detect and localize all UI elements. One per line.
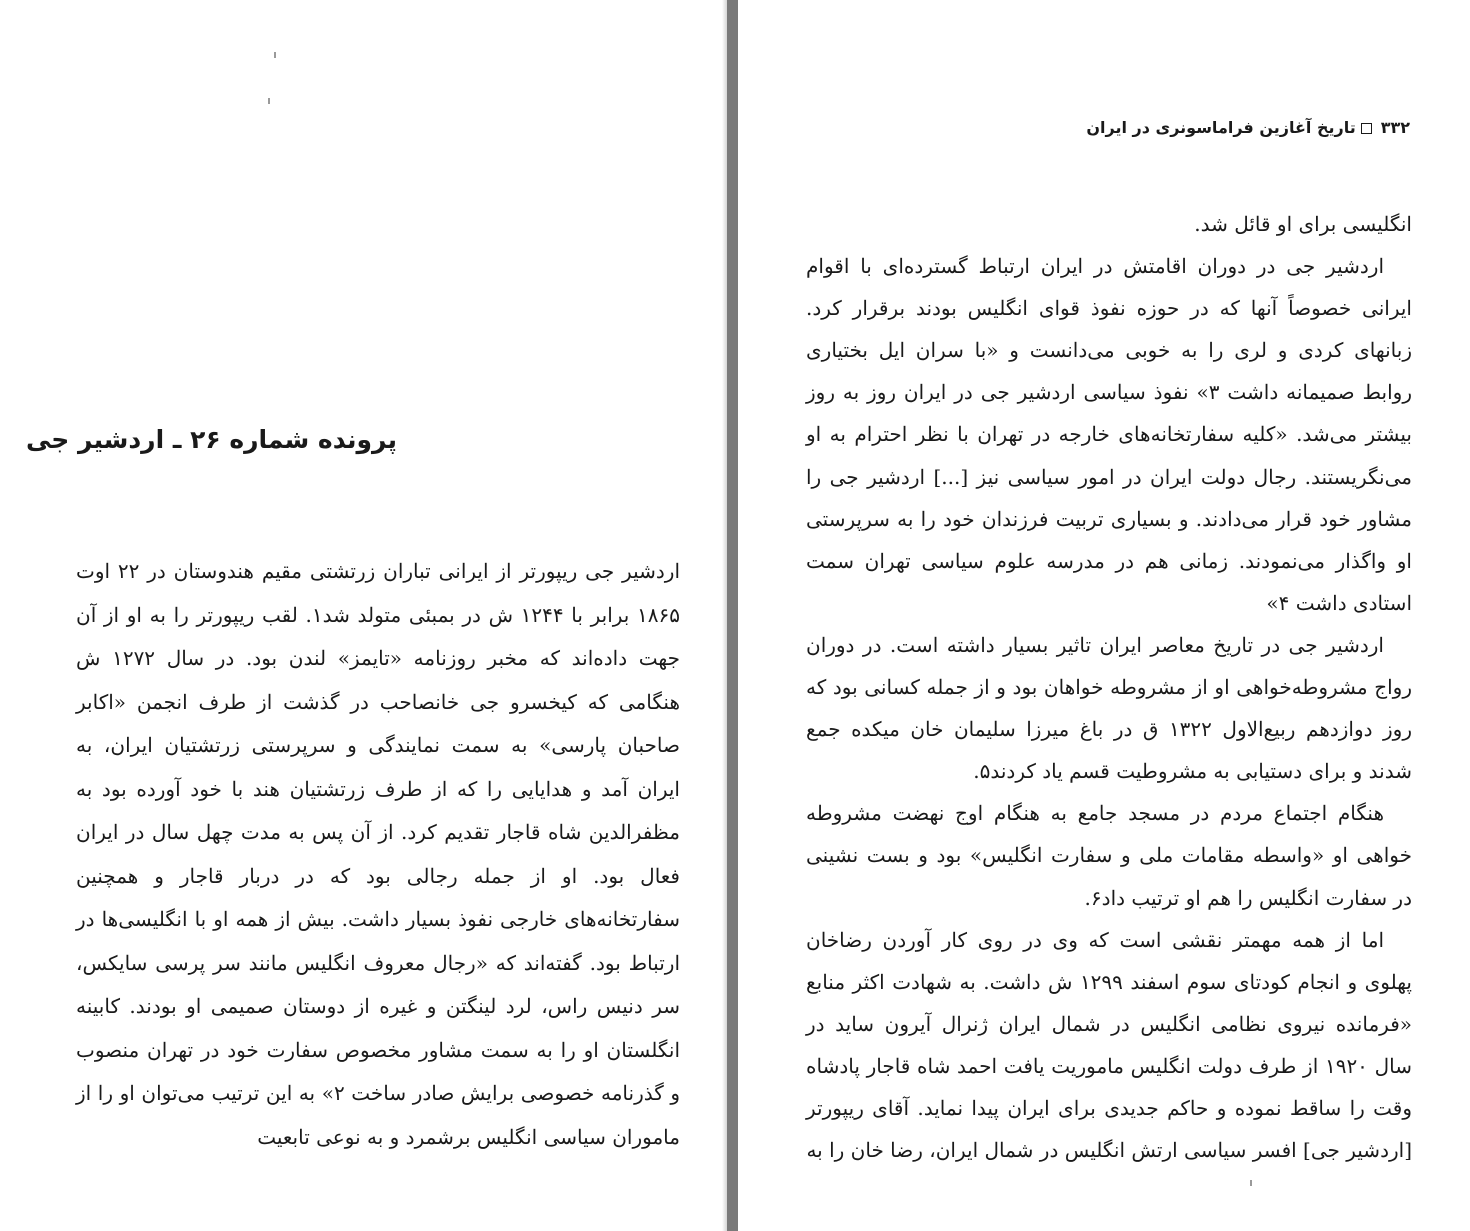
- book-gutter: [727, 0, 738, 1231]
- square-bullet-icon: [1361, 123, 1372, 134]
- right-page: [738, 0, 1470, 1231]
- book-title: تاریخ آغازین فراماسونری در ایران: [1086, 118, 1356, 137]
- right-paragraph-1: انگلیسی برای او قائل شد.: [1194, 212, 1412, 236]
- scan-speck: [268, 98, 270, 104]
- scan-speck: [1250, 1180, 1252, 1186]
- chapter-title: پرونده شماره ۲۶ ـ اردشیر جی: [26, 425, 397, 454]
- right-paragraph-3: اردشیر جی در تاریخ معاصر ایران تاثیر بسیار داشته است. در دوران رواج مشروطه‌خواهی او از مشروطه خواهان بود و از جمله کسانی بود که روز دوازدهم ربیع‌الاول ۱۳۲۲ ق در باغ میرزا سلیمان خان میکده جمع شدند و برای دستیابی به مشروطیت قسم یاد کردند۵.: [806, 632, 1412, 784]
- right-paragraph-2: اردشیر جی در دوران اقامتش در ایران ارتباط گسترده‌ای با اقوام ایرانی خصوصاً آنها که در حوزه نفوذ قوای انگلیس بودند برقرار کرد. زبانهای کردی و لری را به خوبی می‌دانست و «با سران ایل بختیاری روابط صمیمانه داشت ۳» نفوذ سیاسی اردشیر جی در ایران روز به روز بیشتر می‌شد. «کلیه سفارتخانه‌های خارجه در تهران با نظر احترام به او می‌نگریستند. رجال دولت ایران در امور سیاسی نیز [...] اردشیر جی را مشاور خود قرار می‌دادند. و بسیاری تربیت فرزندان خود را به سرپرستی او واگذار می‌نمودند. زمانی هم در مدرسه علوم سیاسی تهران سمت استادی داشت ۴»: [806, 254, 1412, 615]
- right-paragraph-5: اما از همه مهمتر نقشی است که وی در روی کار آوردن رضاخان پهلوی و انجام کودتای سوم اسفند ۱۲۹۹ ش داشت. به شهادت اکثر منابع «فرمانده نیروی نظامی انگلیس در شمال ایران ژنرال آیرون ساید در سال ۱۹۲۰ از طرف دولت انگلیس ماموریت یافت احمد شاه قاجار پادشاه وقت را ساقط نموده و حاکم جدیدی برای ایران پیدا نماید. آقای ریپورتر [اردشیر جی] افسر سیاسی ارتش انگلیس در شمال ایران، رضا خان را به: [806, 927, 1412, 1163]
- scan-speck: [274, 52, 276, 58]
- left-page-body: [76, 550, 680, 1159]
- right-paragraph-4: هنگام اجتماع مردم در مسجد جامع به هنگام اوج نهضت مشروطه خواهی او «واسطه مقامات ملی و سفارت انگلیس» بود و بست نشینی در سفارت انگلیس را هم او ترتیب داد۶.: [806, 801, 1412, 910]
- left-paragraph-1: اردشیر جی ریپورتر از ایرانی تباران زرتشتی مقیم هندوستان در ۲۲ اوت ۱۸۶۵ برابر با ۱۲۴۴ ش در بمبئی متولد شد۱. لقب ریپورتر را به او از آن جهت داده‌اند که مخبر روزنامه «تایمز» لندن بود. در سال ۱۲۷۲ ش هنگامی که کیخسرو جی خانصاحب در گذشت از طرف انجمن «اکابر صاحبان پارسی» به سمت نمایندگی و سرپرستی زرتشتیان ایران، به ایران آمد و هدایایی را که از طرف زرتشتیان هند با خود آورده بود به مظفرالدین شاه قاجار تقدیم کرد. از آن پس به مدت چهل سال در ایران فعال بود. او از جمله رجالی بود که در دربار قاجار و همچنین سفارتخانه‌های خارجی نفوذ بسیار داشت. بیش از همه او با انگلیسی‌ها در ارتباط بود. گفته‌اند که «رجال معروف انگلیس مانند سر پرسی سایکس، سر دنیس راس، لرد لینگتن و غیره از دوستان صمیمی او بودند. کابینه انگلستان او را به سمت مشاور مخصوص سفارت خود در تهران منصوب و گذرنامه خصوصی برایش صادر ساخت ۲» به این ترتیب می‌توان او را از ماموران سیاسی انگلیس برشمرد و به نوعی تابعیت: [76, 559, 681, 1149]
- running-header: [810, 116, 1410, 140]
- right-page-body: [806, 203, 1412, 1171]
- page-number: ۳۳۲: [1380, 118, 1410, 137]
- left-page: [0, 0, 722, 1231]
